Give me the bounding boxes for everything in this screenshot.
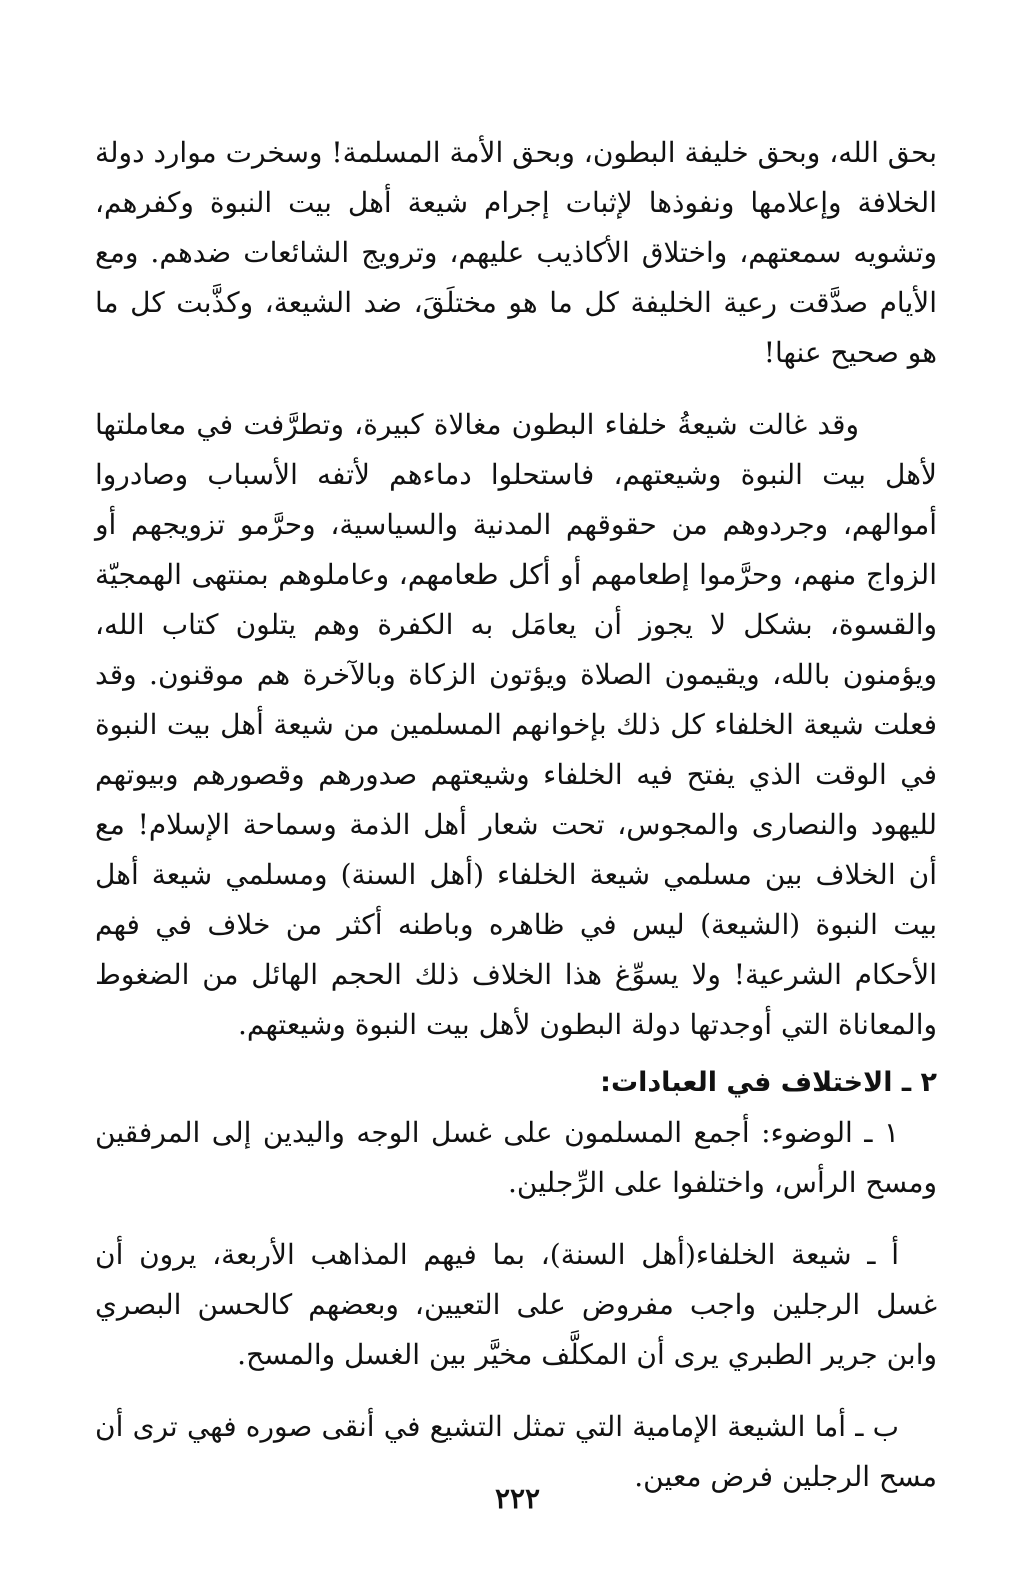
paragraph-main: وقد غالت شيعةُ خلفاء البطون مغالاة كبيرة، وتطرَّفت في معاملتها لأهل بيت النبوة وشيعتهم، فاستحلوا دماءهم لأتفه الأسباب وصادروا أموالهم، وجردوهم من حقوقهم المدنية والسياسية، وحرَّمو تزويجهم أو الزواج منهم، وحرَّموا إطعامهم أو أكل طعامهم، وعاملوهم بمنتهى الهمجيّة والقسوة، بشكل لا يجوز أن يعامَل به الكفرة وهم يتلون كتاب الله، ويؤمنون بالله، ويقيمون الصلاة ويؤتون الزكاة وبالآخرة هم موقنون. وقد فعلت شيعة الخلفاء كل ذلك بإخوانهم المسلمين من شيعة أهل بيت النبوة في الوقت الذي يفتح فيه الخلفاء وشيعتهم صدورهم وقصورهم وبيوتهم لليهود والنصارى والمجوس، تحت شعار أهل الذمة وسماحة الإسلام! مع أن الخلاف بين مسلمي شيعة الخلفاء (أهل السنة) ومسلمي شيعة أهل بيت النبوة (الشيعة) ليس في ظاهره وباطنه أكثر من خلاف في فهم الأحكام الشرعية! ولا يسوِّغ هذا الخلاف ذلك الحجم الهائل من الضغوط والمعاناة التي أوجدتها دولة البطون لأهل بيت النبوة وشيعتهم. — [95, 408, 937, 1041]
document-body — [95, 128, 937, 1502]
section-heading: ٢ ـ الاختلاف في العبادات: — [600, 1067, 937, 1098]
list-item-a: أ ـ شيعة الخلفاء(أهل السنة)، بما فيهم المذاهب الأربعة، يرون أن غسل الرجلين واجب مفروض على التعيين، وبعضهم كالحسن البصري وابن جرير الطبري يرى أن المكلَّف مخيَّر بين الغسل والمسح. — [95, 1238, 937, 1371]
list-item-b: ب ـ أما الشيعة الإمامية التي تمثل التشيع في أنقى صوره فهي ترى أن مسح الرجلين فرض معين. — [95, 1410, 937, 1493]
list-item-wudu: ١ ـ الوضوء: أجمع المسلمون على غسل الوجه واليدين إلى المرفقين ومسح الرأس، واختلفوا على الرِّجلين. — [95, 1116, 937, 1199]
paragraph-continuation: بحق الله، وبحق خليفة البطون، وبحق الأمة المسلمة! وسخرت موارد دولة الخلافة وإعلامها ونفوذها لإثبات إجرام شيعة أهل بيت النبوة وكفرهم، وتشويه سمعتهم، واختلاق الأكاذيب عليهم، وترويج الشائعات ضدهم. ومع الأيام صدَّقت رعية الخليفة كل ما هو مختلَقَ، ضد الشيعة، وكذَّبت كل ما هو صحيح عنها! — [95, 136, 937, 369]
page-number: ٢٢٢ — [494, 1482, 541, 1515]
